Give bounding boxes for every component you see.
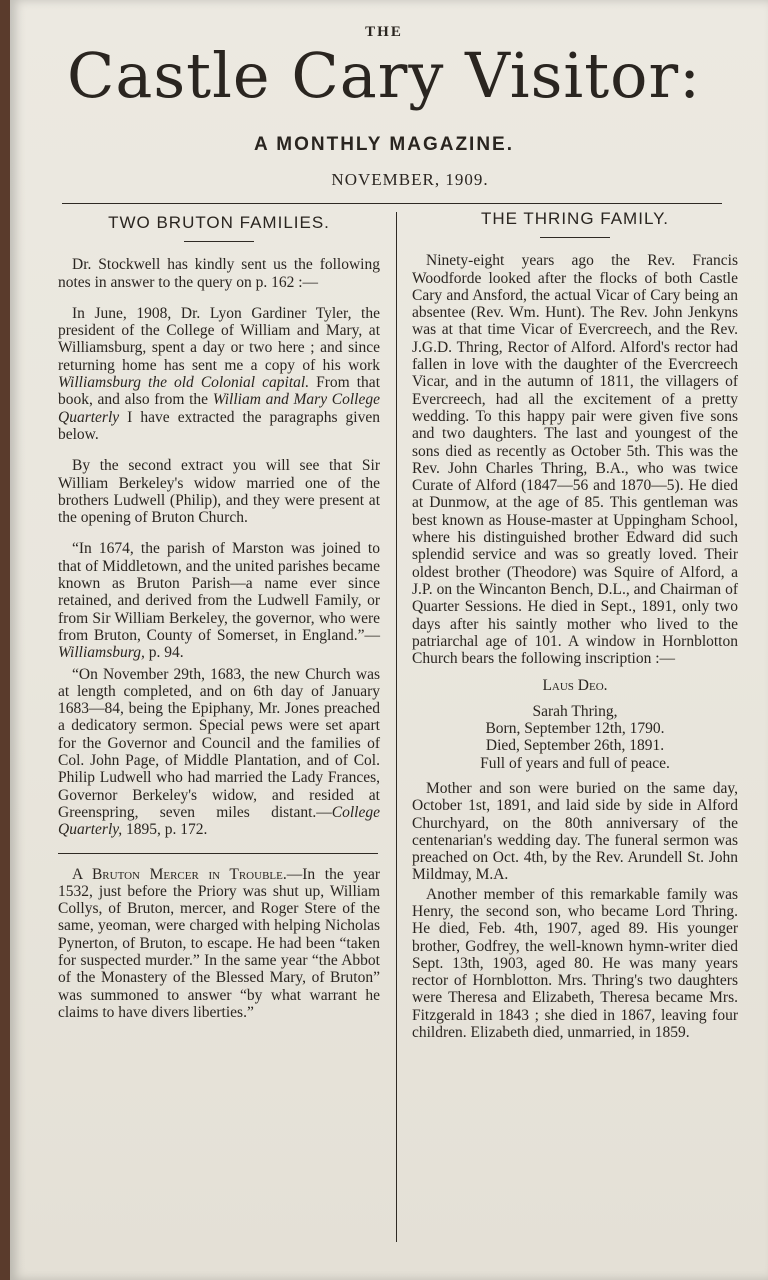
article-heading-thring: THE THRING FAMILY. (480, 209, 670, 228)
paragraph: Mother and son were buried on the same day, October 1st, 1891, and laid side by side in Alford Churchyard, on the 80th anniversary of the centenarian's wedding day. The funeral sermon was preached on Oct. 4th, by the Rev. Arundell St. John Mildmay, M.A. (412, 779, 738, 884)
masthead-the: THE (365, 24, 403, 40)
issue-date: NOVEMBER, 1909. (331, 170, 489, 189)
paragraph: By the second extract you will see that Sir William Berkeley's widow married one of the brothers Ludwell (Philip), and they were present at the opening of Bruton Church. (58, 457, 380, 527)
inscription-line: Sarah Thring, (532, 702, 618, 720)
inscription-heading: Laus Deo. (542, 677, 608, 695)
magazine-subtitle: A MONTHLY MAGAZINE. (253, 134, 515, 155)
section-rule (58, 853, 378, 854)
heading-rule (540, 237, 610, 238)
column-divider (396, 212, 397, 1242)
inscription-line: Born, September 12th, 1790. (485, 720, 665, 738)
heading-rule (184, 241, 254, 242)
right-column (412, 210, 738, 1041)
magazine-title: Castle Cary Visitor: (66, 39, 702, 112)
article-heading-bruton: TWO BRUTON FAMILIES. (108, 213, 330, 232)
paragraph: A Bruton Mercer in Trouble.—In the year 1532, just before the Priory was shut up, William Collys, of Bruton, mercer, and Roger Stere of the same, yeoman, were charged with helping Nicholas Pynerton, of Bruton, to escape. He had been “taken for suspected murder.” In the same year “the Abbot of the Monastery of the Blessed Mary, of Bruton” was summoned to answer “by what warrant he claims to have divers liberties.” (58, 865, 380, 1021)
paragraph: Ninety-eight years ago the Rev. Francis Woodforde looked after the flocks of both Castle Cary and Ansford, the actual Vicar of Cary being an absentee (Rev. Wm. Hunt). The Rev. John Jenkyns was at that time Vicar of Evercreech, and the Rev. J.G.D. Thring, Rector of Alford. Alford's rector had fallen in love with the daughter of the Evercreech Vicar, and in the autumn of 1811, the villagers of Evercreech, had all the excitement of a pretty wedding. To this happy pair were given five sons and two daughters. The last and youngest of the sons died as recently as October 5th. This was the Rev. John Charles Thring, B.A., who was twice Curate of Alford (1847—56 and 1870—5). He died at Dunmow, at the age of 85. This gentleman was best known as House-master at Uppingham School, where his distinguished brother Edward did such splendid service and was so greatly loved. Their oldest brother (Theodore) was Squire of Alford, a J.P. on the Wincanton Bench, D.L., and Chairman of Quarter Sessions. He died in Sept., 1891, only two days after his saintly mother who lived to the patriarchal age of 101. A window in Hornblotton Church bears the following inscription :— (412, 252, 738, 668)
paragraph: Another member of this remarkable family was Henry, the second son, who became Lord Thring. He died, Feb. 4th, 1907, aged 89. His younger brother, Godfrey, the well-known hymn-writer died Sept. 13th, 1903, aged 80. He was many years rector of Hornblotton. Mrs. Thring's two daughters were Theresa and Elizabeth, Theresa became Mrs. Fitzgerald in 1843 ; she died in 1867, leaving four children. Elizabeth died, unmarried, in 1859. (412, 885, 738, 1042)
paragraph: Dr. Stockwell has kindly sent us the following notes in answer to the query on p. 162 :— (58, 256, 380, 291)
quotation-paragraph: “On November 29th, 1683, the new Church was at length completed, and on 6th day of January 1683—84, being the Epiphany, Mr. Jones preached a dedicatory sermon. Special pews were set apart for the Governor and Council and the families of Col. John Page, of Middle Plantation, and of Col. Philip Ludwell who had married the Lady Frances, Governor Berkeley's widow, and resided at Greenspring, seven miles distant.—College Quarterly, 1895, p. 172. (58, 665, 380, 839)
paragraph: In June, 1908, Dr. Lyon Gardiner Tyler, the president of the College of William and Mary, at Williamsburg, spent a day or two here ; and since returning home has sent me a copy of his work Williamsburg the old Colonial capital. From that book, and also from the William and Mary College Quarterly I have extracted the paragraphs given below. (58, 304, 380, 443)
left-column (58, 214, 380, 1021)
inscription-line: Died, September 26th, 1891. (485, 737, 665, 755)
inscription-line: Full of years and full of peace. (480, 754, 670, 772)
inscription (412, 703, 738, 772)
header-rule (62, 203, 722, 204)
quotation-paragraph: “In 1674, the parish of Marston was joined to that of Middletown, and the united parishes became known as Bruton Parish—a name ever since retained, and derived from the Ludwell Family, or from Sir William Berkeley, the governor, who were from Bruton, County of Somerset, in England.”—Williamsburg, p. 94. (58, 540, 380, 662)
